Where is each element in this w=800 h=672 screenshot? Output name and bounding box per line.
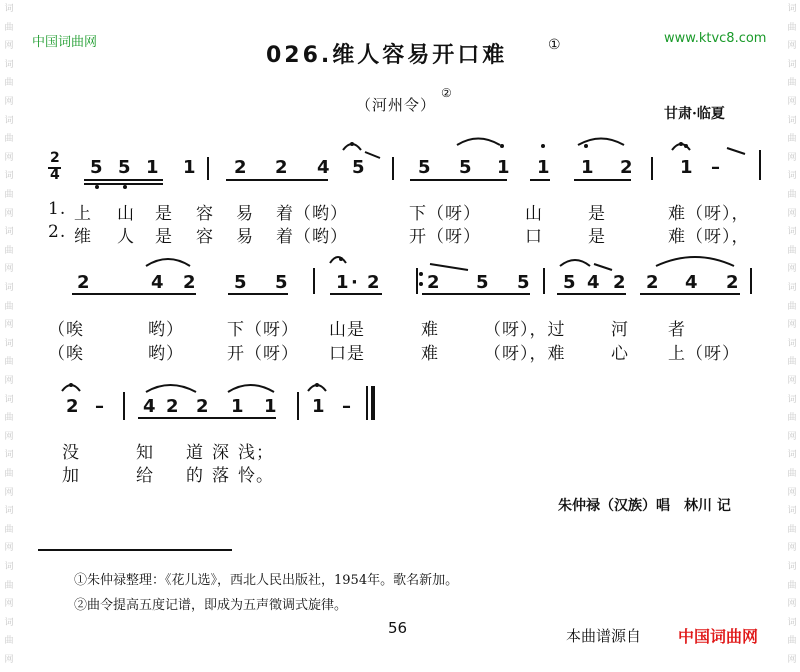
- source-site: 中国词曲网: [678, 627, 759, 646]
- watermark-char: 曲: [4, 78, 14, 89]
- lyric-word: 山是: [329, 320, 365, 340]
- lyric-word: 是: [155, 204, 173, 224]
- note: 5: [418, 157, 431, 178]
- page-number: 56: [388, 619, 408, 637]
- watermark-char: 曲: [4, 636, 14, 647]
- site-name-left: 中国词曲网: [32, 35, 98, 50]
- watermark-char: 曲: [4, 469, 14, 479]
- lyric-word: 深: [212, 443, 230, 463]
- watermark-char: 曲: [4, 190, 14, 200]
- lyric-word: 浅；: [238, 443, 274, 463]
- lyric-word: 2.: [48, 222, 67, 242]
- note: 4: [587, 272, 600, 293]
- note: ·: [351, 272, 358, 293]
- watermark-char: 曲: [787, 245, 797, 256]
- title-footnote-mark: ①: [548, 37, 561, 53]
- lyric-word: 哟）: [148, 344, 184, 364]
- note: 2: [646, 272, 659, 293]
- lyric-word: 心: [611, 344, 629, 364]
- lyric-word: 开（呀）: [409, 227, 481, 247]
- note: 1: [146, 157, 159, 178]
- watermark-char: 词: [787, 562, 797, 572]
- note: 2: [275, 157, 288, 178]
- watermark-char: 词: [787, 394, 797, 405]
- watermark-char: 网: [4, 655, 14, 665]
- lyric-word: 上: [74, 204, 92, 224]
- note: 1: [680, 157, 693, 178]
- watermark-char: 网: [4, 431, 14, 442]
- time-signature-bottom: 4: [50, 167, 60, 183]
- source-label: 本曲谱源自: [566, 627, 642, 645]
- lyric-word: （唉: [48, 344, 84, 364]
- watermark-char: 词: [4, 59, 14, 70]
- watermark-char: 词: [787, 227, 797, 238]
- note: 2: [427, 272, 440, 293]
- lyric-word: 是: [588, 227, 606, 247]
- watermark-char: 词: [4, 171, 14, 182]
- watermark-char: 网: [787, 152, 797, 163]
- lyric-word: 山: [525, 204, 543, 224]
- lyric-word: 下（呀）: [227, 320, 299, 340]
- watermark-char: 词: [787, 59, 797, 70]
- lyric-word: 易: [236, 204, 254, 224]
- watermark-char: 网: [4, 41, 14, 52]
- note: –: [342, 396, 351, 417]
- watermark-char: 网: [787, 320, 797, 331]
- watermark-char: 词: [4, 227, 14, 238]
- lyric-word: 怜。: [238, 466, 274, 486]
- lyric-word: （呀），难: [484, 344, 566, 364]
- watermark-char: 网: [4, 487, 14, 498]
- watermark-char: 词: [787, 506, 797, 517]
- watermark-char: 曲: [787, 580, 797, 591]
- watermark-char: 网: [4, 264, 14, 275]
- watermark-char: 网: [4, 320, 14, 331]
- watermark-char: 词: [4, 617, 14, 628]
- watermark-char: 词: [4, 450, 14, 461]
- watermark-char: 网: [4, 152, 14, 163]
- lyric-word: 维: [74, 227, 92, 247]
- note: 5: [563, 272, 576, 293]
- note: 5: [234, 272, 247, 293]
- lyric-word: 落: [212, 466, 230, 486]
- note: 4: [143, 396, 156, 417]
- watermark-char: 曲: [787, 469, 797, 479]
- note: 2: [166, 396, 179, 417]
- lyric-word: 的: [186, 466, 204, 486]
- note: 1: [581, 157, 594, 178]
- watermark-char: 词: [4, 394, 14, 405]
- lyric-word: 难: [421, 344, 439, 364]
- lyric-word: （呀），过: [484, 320, 566, 340]
- lyric-word: （唉: [48, 320, 84, 340]
- lyric-word: 着（哟）: [276, 204, 348, 224]
- lyric-word: 口: [525, 227, 543, 247]
- watermark-char: 网: [4, 543, 14, 554]
- watermark-char: 网: [787, 599, 797, 610]
- lyric-word: 容: [196, 227, 214, 247]
- watermark-char: 词: [787, 338, 797, 349]
- watermark-char: 曲: [4, 22, 14, 33]
- note: –: [95, 396, 104, 417]
- watermark-char: 网: [4, 97, 14, 107]
- lyric-word: 是: [588, 204, 606, 224]
- note: 5: [118, 157, 131, 178]
- note: 2: [183, 272, 196, 293]
- watermark-char: 词: [787, 450, 797, 461]
- note: 2: [77, 272, 90, 293]
- lyric-word: 人: [117, 227, 135, 247]
- note: 4: [685, 272, 698, 293]
- watermark-char: 网: [4, 376, 14, 386]
- watermark-char: 曲: [787, 636, 797, 647]
- note: 2: [367, 272, 380, 293]
- lyric-word: 给: [136, 466, 154, 486]
- note: 4: [317, 157, 330, 178]
- watermark-char: 词: [4, 338, 14, 349]
- watermark-char: 网: [787, 264, 797, 275]
- watermark-char: 曲: [787, 190, 797, 200]
- lyric-word: 哟）: [148, 320, 184, 340]
- watermark-char: 网: [787, 431, 797, 442]
- watermark-char: 曲: [787, 78, 797, 89]
- watermark-char: 词: [787, 4, 797, 14]
- watermark-char: 词: [787, 283, 797, 293]
- note: 2: [234, 157, 247, 178]
- lyric-word: 口是: [329, 344, 365, 364]
- note: 1: [312, 396, 325, 417]
- watermark-char: 曲: [4, 134, 14, 145]
- lyric-word: 难: [421, 320, 439, 340]
- note: 5: [459, 157, 472, 178]
- watermark-char: 网: [787, 97, 797, 107]
- watermark-char: 曲: [787, 134, 797, 145]
- watermark-char: 曲: [4, 301, 14, 312]
- lyric-word: 道: [186, 443, 204, 463]
- lyric-word: 上（呀）: [668, 344, 740, 364]
- watermark-char: 词: [787, 617, 797, 628]
- watermark-char: 网: [787, 543, 797, 554]
- note: 2: [66, 396, 79, 417]
- note: 1: [336, 272, 349, 293]
- watermark-char: 网: [787, 41, 797, 52]
- watermark-char: 曲: [787, 22, 797, 33]
- performer-credits: 朱仲禄（汉族）唱 林川 记: [558, 498, 731, 514]
- watermark-char: 词: [4, 115, 14, 126]
- lyric-word: 没: [62, 443, 80, 463]
- watermark-char: 网: [787, 376, 797, 386]
- watermark-char: 曲: [4, 413, 14, 424]
- note: 2: [196, 396, 209, 417]
- lyric-word: 难（呀），: [668, 227, 750, 247]
- time-signature-top: 2: [50, 150, 60, 166]
- note: 4: [151, 272, 164, 293]
- watermark-char: 曲: [4, 245, 14, 256]
- watermark-char: 网: [787, 208, 797, 219]
- lyric-word: 难（呀），: [668, 204, 750, 224]
- watermark-char: 网: [787, 655, 797, 665]
- watermark-char: 词: [787, 171, 797, 182]
- lyric-word: 者: [668, 320, 686, 340]
- note: 5: [517, 272, 530, 293]
- watermark-char: 曲: [787, 524, 797, 535]
- note: 1: [183, 157, 196, 178]
- song-subtitle: （河州令）: [356, 96, 437, 114]
- watermark-char: 词: [4, 283, 14, 293]
- note: 5: [90, 157, 103, 178]
- song-region: 甘肃·临夏: [664, 106, 725, 122]
- note: 2: [726, 272, 739, 293]
- note: 5: [352, 157, 365, 178]
- subtitle-footnote-mark: ②: [441, 86, 452, 100]
- note: 5: [476, 272, 489, 293]
- watermark-char: 曲: [787, 357, 797, 368]
- watermark-char: 曲: [4, 580, 14, 591]
- watermark-char: 词: [4, 562, 14, 572]
- footnote-2: ②曲令提高五度记谱，即成为五声徵调式旋律。: [74, 598, 348, 613]
- lyric-word: 河: [611, 320, 629, 340]
- watermark-char: 网: [4, 208, 14, 219]
- lyric-word: 着（哟）: [276, 227, 348, 247]
- lyric-word: 加: [62, 466, 80, 486]
- lyric-word: 开（呀）: [227, 344, 299, 364]
- lyric-word: 1.: [48, 199, 67, 219]
- site-url-right: www.ktvc8.com: [664, 31, 767, 46]
- note: –: [711, 157, 720, 178]
- watermark-char: 曲: [4, 357, 14, 368]
- note: 1: [497, 157, 510, 178]
- lyric-word: 容: [196, 204, 214, 224]
- note: 1: [231, 396, 244, 417]
- watermark-char: 网: [787, 487, 797, 498]
- watermark-char: 曲: [787, 301, 797, 312]
- footnote-rule: [38, 549, 232, 551]
- watermark-char: 曲: [787, 413, 797, 424]
- note: 1: [537, 157, 550, 178]
- lyric-word: 是: [155, 227, 173, 247]
- watermark-char: 曲: [4, 524, 14, 535]
- note: 1: [264, 396, 277, 417]
- song-title: 026.维人容易开口难: [266, 43, 508, 68]
- watermark-char: 网: [4, 599, 14, 610]
- note: 5: [275, 272, 288, 293]
- lyric-word: 知: [136, 443, 154, 463]
- note: 2: [620, 157, 633, 178]
- lyric-word: 下（呀）: [409, 204, 481, 224]
- lyric-word: 山: [117, 204, 135, 224]
- watermark-char: 词: [4, 4, 14, 14]
- footnote-1: ①朱仲禄整理：《花儿选》，西北人民出版社，1954年。歌名新加。: [74, 573, 459, 588]
- lyric-word: 易: [236, 227, 254, 247]
- watermark-char: 词: [787, 115, 797, 126]
- watermark-char: 词: [4, 506, 14, 517]
- note: 2: [613, 272, 626, 293]
